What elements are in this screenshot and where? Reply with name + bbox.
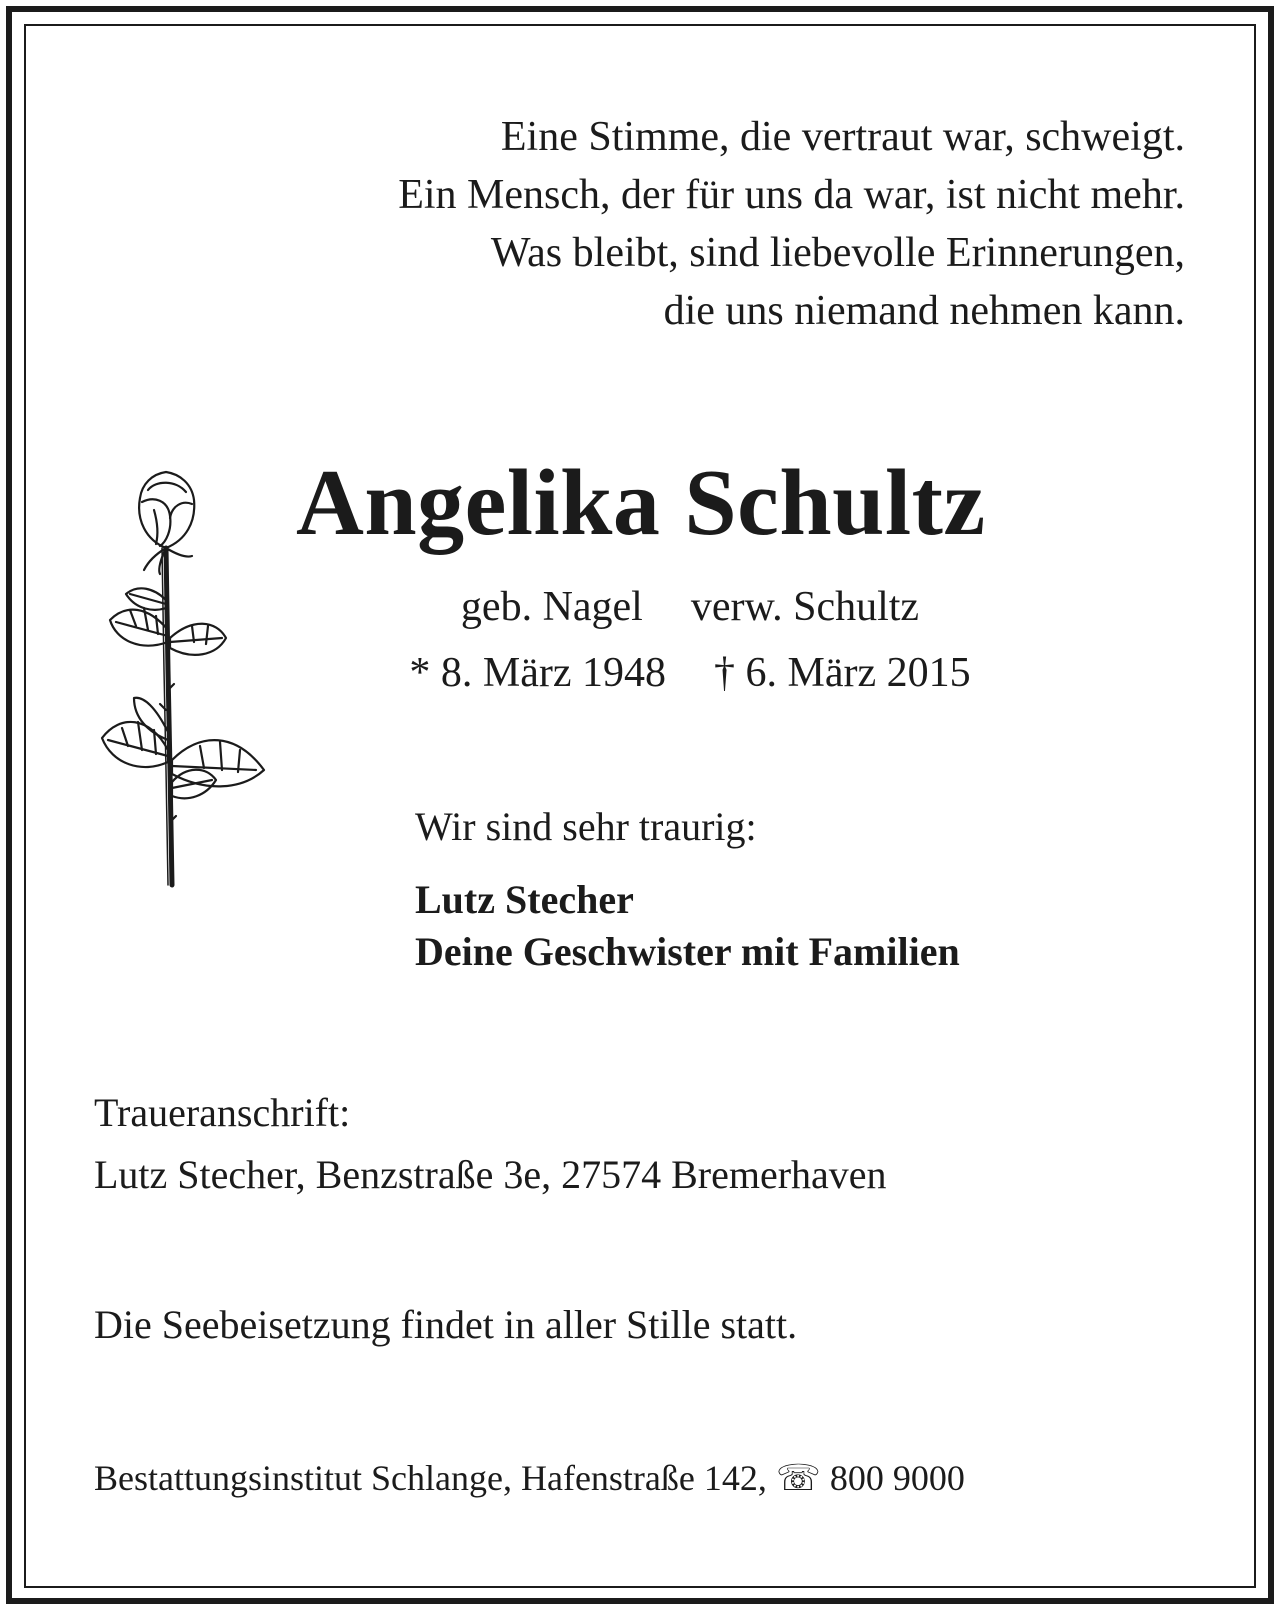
widowed-name: verw. Schultz [690,584,920,630]
birth-name: geb. Nagel [460,584,643,630]
mourners-names [415,874,960,978]
funeral-home-phone: 800 9000 [829,1458,965,1498]
poem-line: die uns niemand nehmen kann. [663,288,1185,334]
address-value: Lutz Stecher, Benzstraße 3e, 27574 Bremerhaven [94,1152,887,1197]
poem-line: Ein Mensch, der für uns da war, ist nicht mehr. [398,172,1185,218]
funeral-home [94,1455,965,1501]
deceased-name: Angelika Schultz [296,451,986,555]
burial-note: Die Seebeisetzung findet in aller Stille statt. [94,1302,798,1347]
mourner-name: Lutz Stecher [415,877,634,922]
mourning-address [94,1082,887,1206]
address-label: Traueranschrift: [94,1090,351,1135]
poem-line: Eine Stimme, die vertraut war, schweigt. [500,114,1185,160]
mourners-intro: Wir sind sehr traurig: [415,804,757,849]
life-dates [0,648,1280,698]
maiden-and-married-names [0,582,1280,632]
death-date: † 6. März 2015 [714,650,971,696]
birth-date: * 8. März 1948 [409,650,666,696]
mourner-name: Deine Geschwister mit Familien [415,929,960,974]
funeral-home-text: Bestattungsinstitut Schlange, Hafenstraße 142, [94,1458,767,1498]
mourners-section [415,802,960,978]
telephone-icon: ☏ [775,1458,821,1498]
poem-line: Was bleibt, sind liebevolle Erinnerungen, [490,230,1185,276]
poem [398,108,1185,340]
